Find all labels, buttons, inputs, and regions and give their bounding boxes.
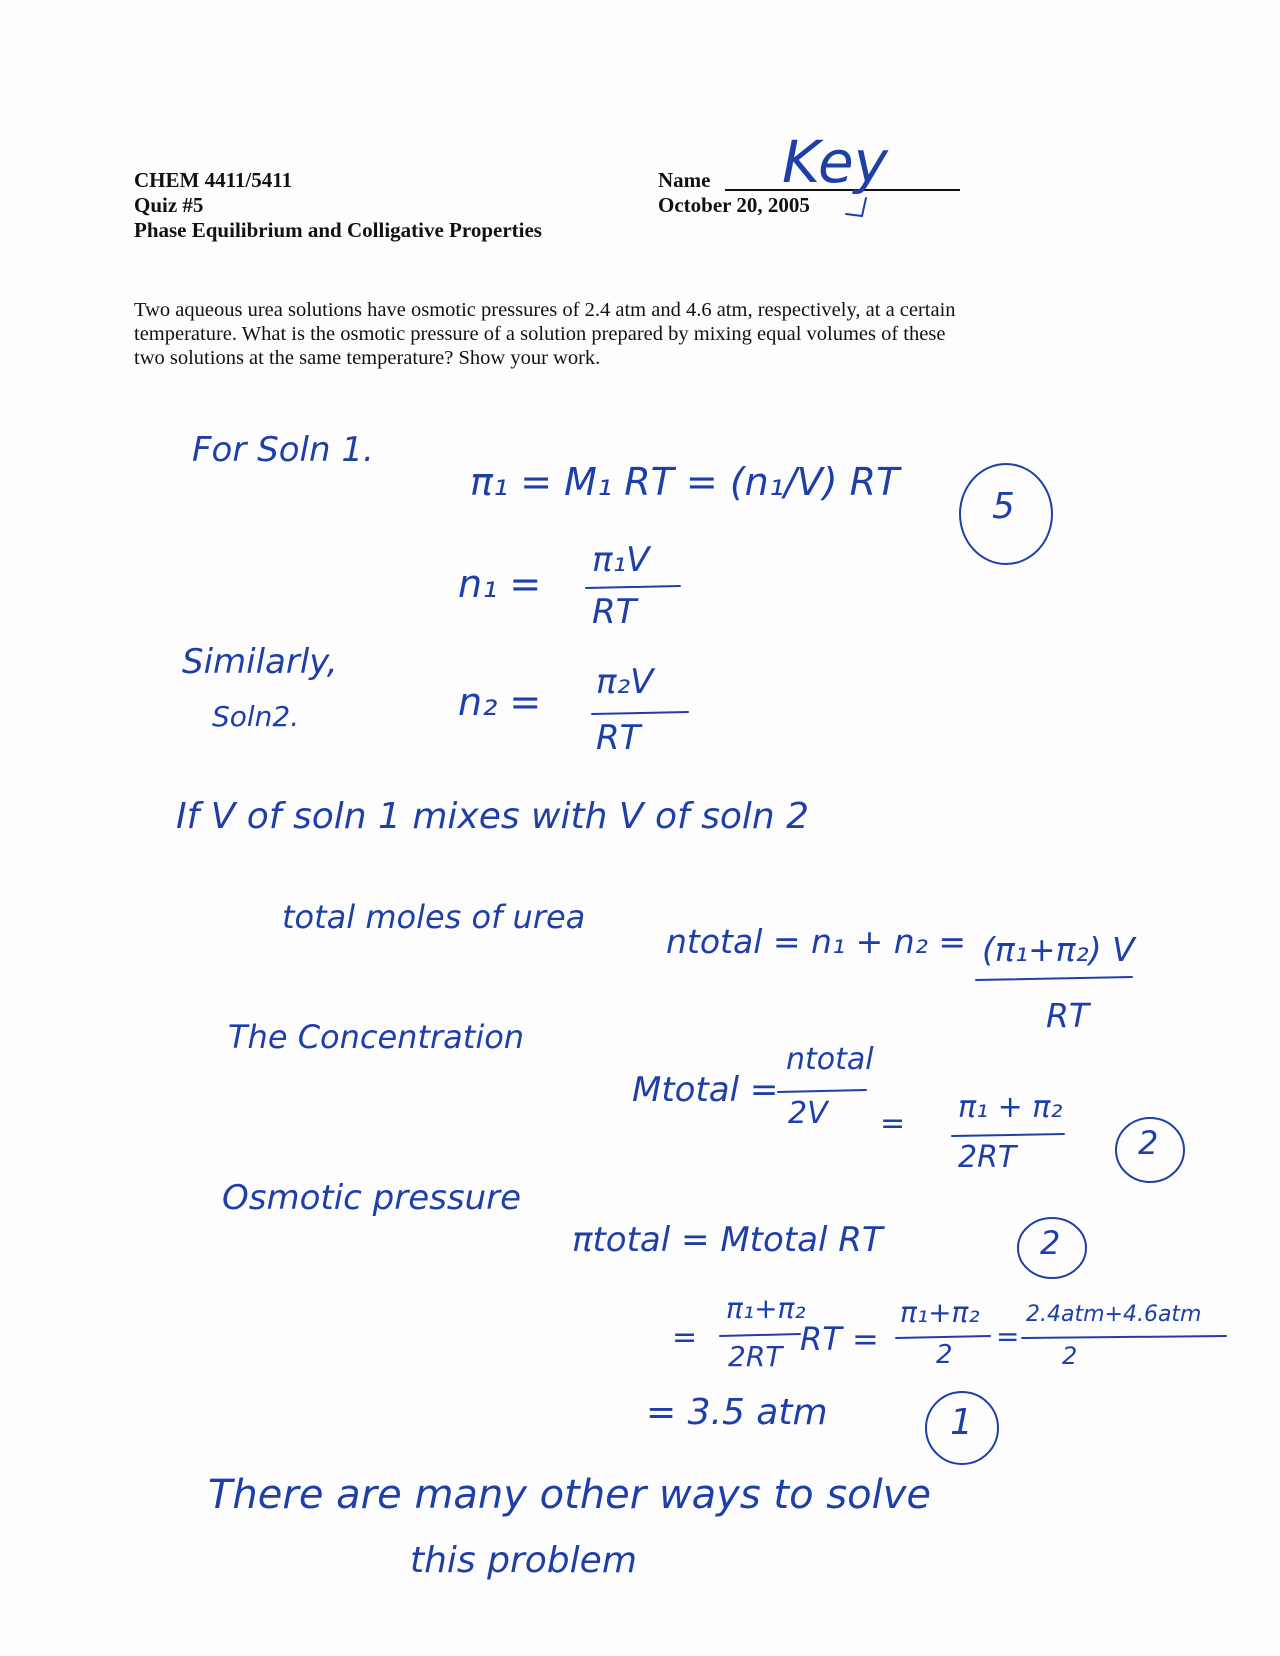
score-5-circle [960,464,1052,564]
question-line-2: temperature. What is the osmotic pressure of a solution prepared by mixing equal volumes of these [134,323,946,345]
ntotal-fraction-bar [976,977,1132,980]
step-rt: RT = [800,1320,879,1358]
note-line-2: this problem [410,1540,637,1581]
step-fraction-bar-3 [1022,1336,1226,1338]
total-moles-label: total moles of urea [282,898,586,936]
ntotal-numerator: (π₁+π₂) V [982,930,1135,969]
mtotal-denominator: 2V [788,1096,828,1131]
concentration-label: The Concentration [228,1018,525,1056]
step-equals-2: = [996,1320,1020,1353]
step-fraction-bar-2 [896,1336,990,1338]
step-denominator-1: 2RT [728,1340,783,1373]
score-2b: 2 [1040,1224,1061,1262]
step-fraction-bar-1 [720,1334,800,1336]
handwritten-name: Key [782,128,888,196]
final-result: = 3.5 atm [646,1392,828,1433]
n2-numerator: π₂V [596,662,654,702]
mtotal-denominator-2: 2RT [958,1140,1017,1175]
quiz-topic: Phase Equilibrium and Colligative Properties [134,218,542,242]
score-5: 5 [992,486,1015,527]
osmotic-pressure-label: Osmotic pressure [222,1178,522,1218]
note-line-1: There are many other ways to solve [208,1472,931,1518]
pi1-equation: π₁ = M₁ RT = (n₁/V) RT [470,460,900,504]
n1-fraction-bar [586,586,680,588]
step-numerator-1: π₁+π₂ [726,1292,806,1325]
for-soln1-label: For Soln 1. [192,430,374,470]
score-2a-circle [1116,1118,1184,1182]
mtotal-fraction-bar-2 [952,1134,1064,1136]
pi-total-equation: πtotal = Mtotal RT [572,1220,883,1260]
step-numerator-2: π₁+π₂ [900,1296,980,1329]
quiz-number: Quiz #5 [134,193,204,217]
n1-denominator: RT [592,592,637,632]
question-line-3: two solutions at the same temperature? Show your work. [134,347,601,369]
score-1: 1 [950,1402,973,1443]
similarly-label: Similarly, [182,642,338,682]
n2-denominator: RT [596,718,641,758]
n1-lhs: n₁ = [458,562,542,606]
mtotal-equals: = [880,1106,906,1141]
score-2b-circle [1018,1218,1086,1278]
mtotal-numerator: ntotal [786,1042,874,1077]
name-check-stroke [846,198,866,216]
score-2a: 2 [1138,1124,1159,1162]
course-code: CHEM 4411/5411 [134,168,293,192]
name-label: Name [658,168,711,192]
step-equals-1: = [672,1320,698,1355]
question-line-1: Two aqueous urea solutions have osmotic pressures of 2.4 atm and 4.6 atm, respectively, at a certain [134,299,956,321]
step-denominator-2: 2 [936,1340,953,1370]
mtotal-lhs: Mtotal = [632,1070,779,1110]
score-1-circle [926,1392,998,1464]
soln2-label: Soln2. [212,700,300,733]
quiz-date: October 20, 2005 [658,193,810,217]
mtotal-numerator-2: π₁ + π₂ [958,1090,1063,1125]
n1-numerator: π₁V [592,540,650,580]
mix-statement: If V of soln 1 mixes with V of soln 2 [176,796,810,837]
n2-fraction-bar [592,712,688,714]
n2-lhs: n₂ = [458,680,542,724]
step-numerator-3: 2.4atm+4.6atm [1026,1302,1202,1327]
ntotal-denominator: RT [1046,996,1090,1035]
mtotal-fraction-bar [778,1090,866,1092]
step-denominator-3: 2 [1062,1342,1078,1370]
ntotal-equation: ntotal = n₁ + n₂ = [666,922,967,961]
